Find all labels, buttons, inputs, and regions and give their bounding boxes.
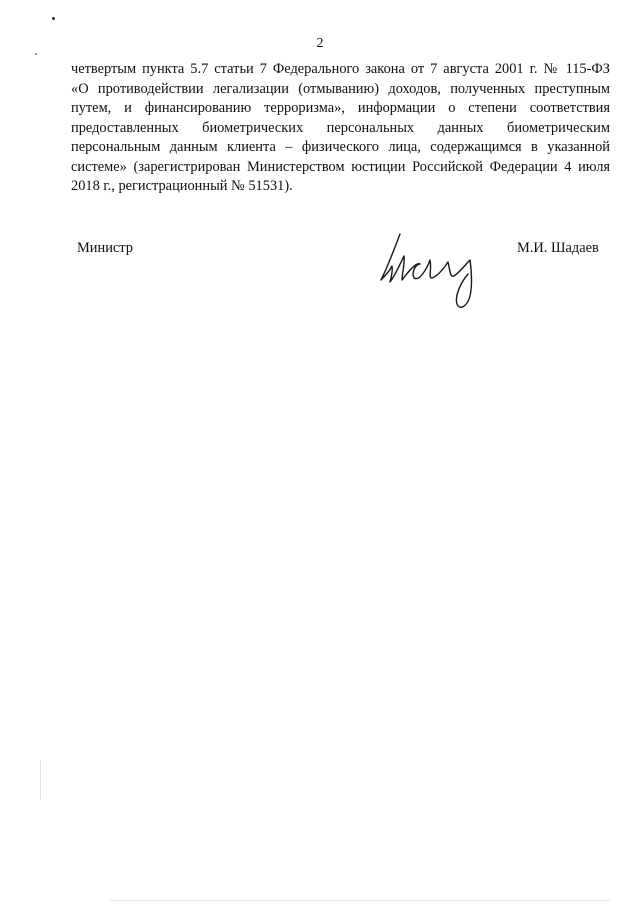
body-paragraph [71, 60, 610, 197]
signature-block [0, 238, 640, 328]
body-line: предоставленных биометрических персональных данных биометрическим [71, 119, 610, 136]
scan-edge-line [40, 760, 41, 800]
signatory-title: Министр [77, 240, 133, 256]
scan-edge-line [110, 900, 610, 901]
body-line: 2018 г., регистрационный № 51531). [71, 178, 293, 194]
body-line: четвертым пункта 5.7 статьи 7 Федерального закона от 7 августа 2001 г. № 115-ФЗ [71, 61, 610, 77]
body-line: «О противодействии легализации (отмыванию) доходов, полученных преступным [71, 80, 610, 97]
body-line: персональным данным клиента – физического лица, содержащимся в указанной [71, 139, 610, 155]
signatory-name: М.И. Шадаев [517, 240, 599, 256]
scan-speck [52, 17, 55, 20]
page-number: 2 [316, 36, 324, 51]
handwritten-signature [378, 230, 488, 316]
scan-speck [35, 53, 37, 55]
body-line: системе» (зарегистрирован Министерством юстиции Российской Федерации 4 июля [71, 158, 610, 175]
body-line: путем, и финансированию терроризма», информации о степени соответствия [71, 100, 610, 116]
